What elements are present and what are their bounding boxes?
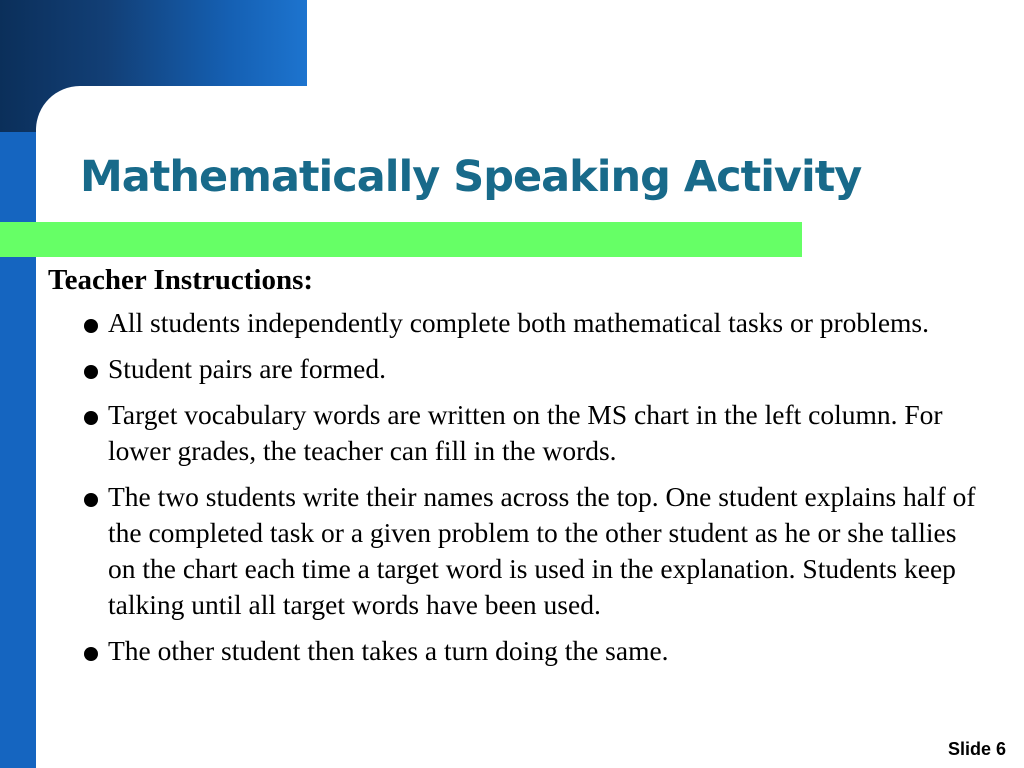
list-item — [48, 351, 988, 387]
list-item — [48, 397, 988, 469]
bullet-icon — [84, 319, 98, 333]
list-item-text: The two students write their names across the top. One student explains half of the completed task or a given problem to the other student as he or she tallies on the chart each time a target word is used in the explanation. Students keep talking until all target words have been used. — [108, 481, 976, 620]
bullet-icon — [84, 647, 98, 661]
slide-content — [48, 262, 988, 679]
list-item-text: Student pairs are formed. — [108, 353, 386, 384]
title-accent-bar — [0, 222, 802, 257]
slide-title: Mathematically Speaking Activity — [80, 152, 862, 202]
bullet-icon — [84, 365, 98, 379]
slide-number: Slide 6 — [947, 739, 1006, 759]
list-item-text: The other student then takes a turn doing the same. — [108, 635, 669, 666]
instructions-heading: Teacher Instructions: — [48, 264, 314, 296]
instruction-list — [48, 305, 988, 669]
list-item — [48, 633, 988, 669]
list-item — [48, 479, 988, 623]
bullet-icon — [84, 411, 98, 425]
list-item — [48, 305, 988, 341]
list-item-text: All students independently complete both mathematical tasks or problems. — [108, 307, 929, 338]
bullet-icon — [84, 493, 98, 507]
list-item-text: Target vocabulary words are written on the MS chart in the left column. For lower grades, the teacher can fill in the words. — [108, 399, 943, 466]
